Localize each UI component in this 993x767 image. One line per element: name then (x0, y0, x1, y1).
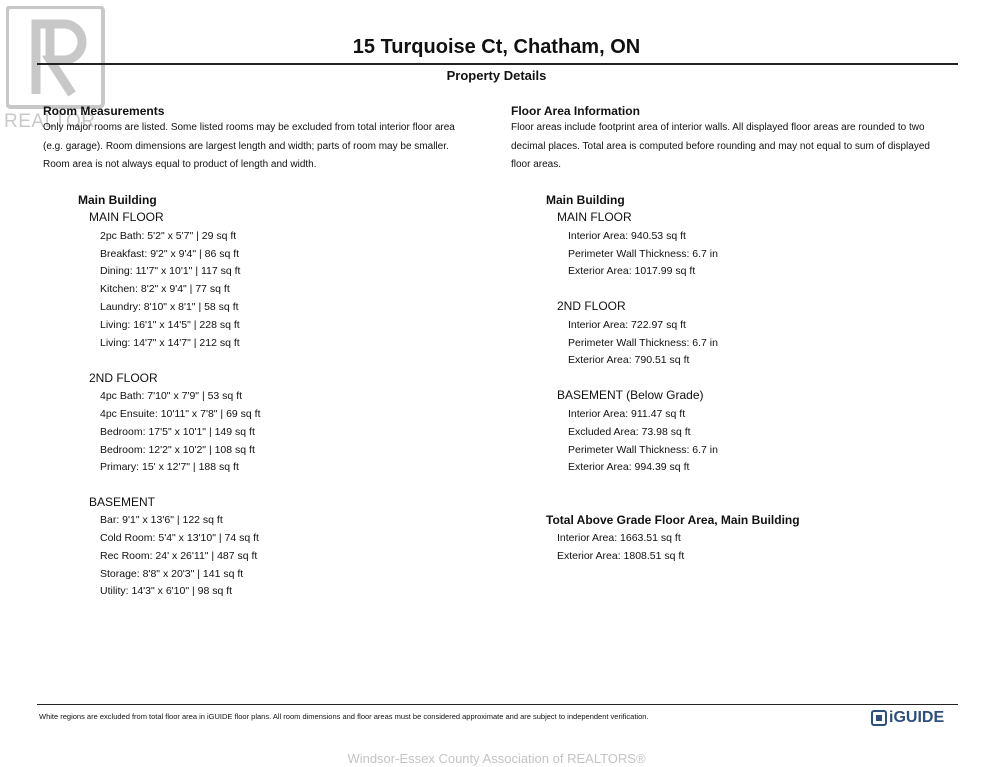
footer-watermark: Windsor-Essex County Association of REALTORS® (347, 751, 646, 766)
room-row: Bedroom: 17'5" x 10'1" | 149 sq ft (100, 426, 255, 438)
desc-line: Room area is not always equal to product of length and width. (43, 159, 317, 170)
room-row: Dining: 11'7" x 10'1" | 117 sq ft (100, 265, 241, 277)
room-row: Cold Room: 5'4" x 13'10" | 74 sq ft (100, 532, 259, 544)
room-row: Rec Room: 24' x 26'11" | 487 sq ft (100, 550, 258, 562)
desc-line: floor areas. (511, 159, 562, 170)
floor-area-heading: Floor Area Information (511, 104, 640, 118)
header-divider (37, 63, 958, 65)
area-row: Exterior Area: 994.39 sq ft (568, 461, 690, 473)
room-row: Bar: 9'1" x 13'6" | 122 sq ft (100, 514, 223, 526)
area-row: Perimeter Wall Thickness: 6.7 in (568, 248, 718, 260)
room-row: Kitchen: 8'2" x 9'4" | 77 sq ft (100, 283, 230, 295)
page-title: 15 Turquoise Ct, Chatham, ON (352, 36, 641, 58)
right-main-floor-heading: MAIN FLOOR (557, 210, 632, 224)
room-row: 4pc Bath: 7'10" x 7'9" | 53 sq ft (100, 390, 243, 402)
desc-line: decimal places. Total area is computed before rounding and may not equal to sum of displayed (511, 140, 930, 152)
room-row: Breakfast: 9'2" x 9'4" | 86 sq ft (100, 248, 240, 260)
desc-line: Only major rooms are listed. Some listed rooms may be excluded from total interior floor area (43, 122, 455, 133)
area-row: Perimeter Wall Thickness: 6.7 in (568, 444, 718, 456)
room-row: Primary: 15' x 12'7" | 188 sq ft (100, 461, 239, 473)
area-row: Interior Area: 722.97 sq ft (568, 319, 686, 331)
area-row: Exterior Area: 790.51 sq ft (568, 354, 690, 366)
iguide-brand-text: iGUIDE (889, 709, 945, 726)
realtor-watermark-text: REALTOR (4, 111, 96, 132)
room-measurements-description (43, 119, 493, 175)
footer-disclaimer: White regions are excluded from total floor area in iGUIDE floor plans. All room dimensions and floor areas must be considered approximate and are subject to independent verification. (39, 712, 649, 721)
floor-area-description (511, 119, 971, 175)
desc-line: Floor areas include footprint area of interior walls. All displayed floor areas are rounded to two (511, 122, 925, 133)
area-row: Interior Area: 940.53 sq ft (568, 230, 686, 242)
iguide-icon (871, 710, 887, 726)
right-second-floor-heading: 2ND FLOOR (557, 299, 626, 313)
iguide-logo (871, 709, 944, 727)
room-row: Storage: 8'8" x 20'3" | 141 sq ft (100, 568, 244, 580)
room-row: 2pc Bath: 5'2" x 5'7" | 29 sq ft (100, 230, 237, 242)
footer-divider (37, 704, 958, 705)
area-row: Exterior Area: 1017.99 sq ft (568, 265, 696, 277)
total-row: Interior Area: 1663.51 sq ft (557, 532, 681, 544)
total-area-heading: Total Above Grade Floor Area, Main Building (546, 513, 800, 527)
right-building-heading: Main Building (546, 193, 625, 207)
left-basement-heading: BASEMENT (89, 495, 156, 509)
right-basement-heading: BASEMENT (Below Grade) (557, 388, 704, 402)
room-measurements-heading: Room Measurements (43, 104, 165, 118)
left-building-heading: Main Building (78, 193, 157, 207)
desc-line: (e.g. garage). Room dimensions are largest length and width; parts of room may be smaller. (43, 140, 449, 152)
room-row: Living: 14'7" x 14'7" | 212 sq ft (100, 337, 240, 349)
left-main-floor-heading: MAIN FLOOR (89, 210, 164, 224)
left-second-floor-heading: 2ND FLOOR (89, 371, 158, 385)
realtor-watermark-logo (6, 6, 106, 115)
area-row: Excluded Area: 73.98 sq ft (568, 426, 691, 438)
room-row: Living: 16'1" x 14'5" | 228 sq ft (100, 319, 240, 331)
room-row: 4pc Ensuite: 10'11" x 7'8" | 69 sq ft (100, 408, 261, 420)
room-row: Laundry: 8'10" x 8'1" | 58 sq ft (100, 301, 239, 313)
room-row: Bedroom: 12'2" x 10'2" | 108 sq ft (100, 444, 255, 456)
page-subtitle: Property Details (446, 68, 547, 83)
total-row: Exterior Area: 1808.51 sq ft (557, 550, 685, 562)
room-row: Utility: 14'3" x 6'10" | 98 sq ft (100, 585, 233, 597)
area-row: Interior Area: 911.47 sq ft (568, 408, 686, 420)
area-row: Perimeter Wall Thickness: 6.7 in (568, 337, 718, 349)
